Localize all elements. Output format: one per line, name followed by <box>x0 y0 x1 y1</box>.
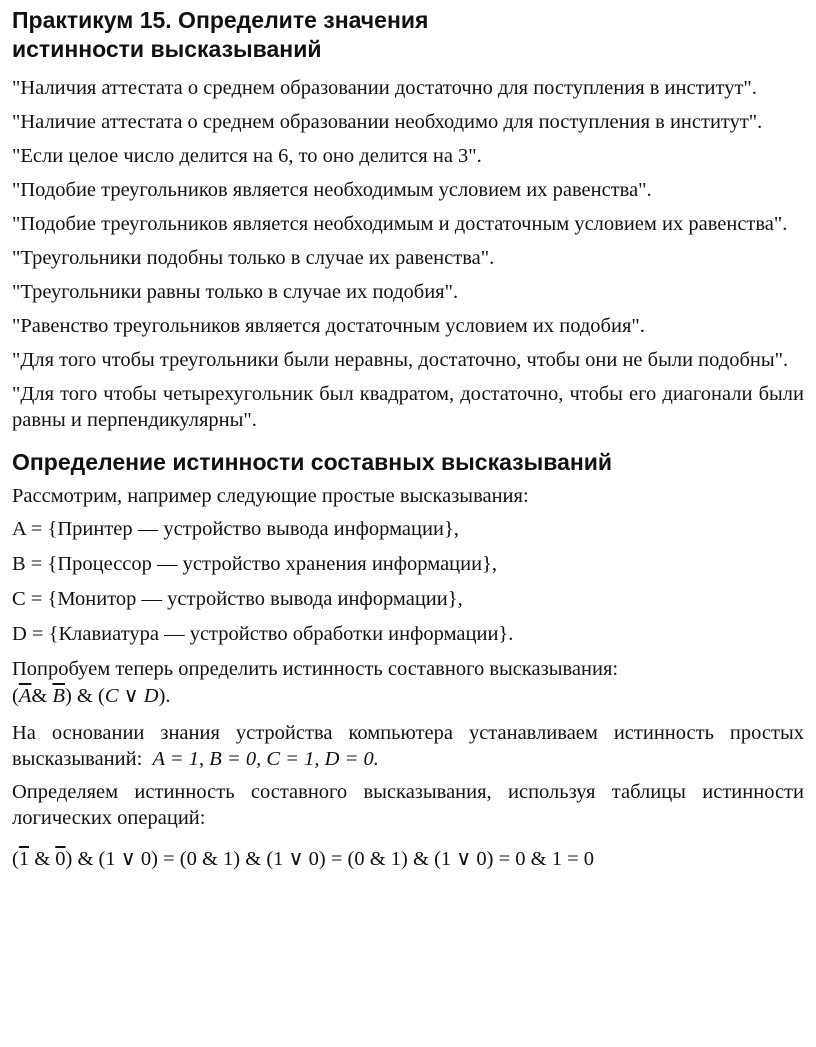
statement-10: "Для того чтобы четырехугольник был квадратом, достаточно, чтобы его диагонали были равны и перпендикулярны". <box>12 383 804 431</box>
formula-not-a: $\overline{A}$ <box>18 685 32 707</box>
result-not-zero: 0 <box>55 848 66 870</box>
result-and: & <box>34 848 51 870</box>
formula-d: D <box>143 685 159 707</box>
section-title: Определение истинности составных высказываний <box>12 449 613 475</box>
truth-values: A = 1, B = 0, C = 1, D = 0. <box>152 748 379 770</box>
formula-c: C <box>104 685 119 707</box>
statement-3: "Если целое число делится на 6, то оно делится на 3". <box>12 145 482 167</box>
formula-not-b: $\overline{B}$ <box>52 685 65 707</box>
basis-text: На основании знания устройства компьютера устанавливаем истинность простых высказываний: <box>12 722 804 770</box>
formula-middle: ) & ( <box>64 685 105 707</box>
definition-a: A = {Принтер — устройство вывода информации}, <box>12 518 459 540</box>
result-formula <box>12 845 804 873</box>
result-not-one: 1 <box>18 848 30 870</box>
statement-5: "Подобие треугольников является необходимым и достаточным условием их равенства". <box>12 213 788 235</box>
formula-close: ). <box>158 685 171 707</box>
formula-or: ∨ <box>123 685 139 707</box>
formula-and: & <box>31 685 48 707</box>
statement-list <box>12 75 804 433</box>
result-rest: ) & (1 ∨ 0) = (0 & 1) & (1 ∨ 0) = (0 & 1) & (1 ∨ 0) = 0 & 1 = 0 <box>65 848 595 870</box>
definition-list <box>12 516 804 647</box>
statement-1: "Наличия аттестата о среднем образовании достаточно для поступления в институт". <box>12 77 757 99</box>
statement-4: "Подобие треугольников является необходимым условием их равенства". <box>12 179 652 201</box>
compound-formula <box>12 682 804 710</box>
determine-text: Определяем истинность составного высказывания, используя таблицы истинности логических операций: <box>12 781 804 829</box>
title-line-1: Практикум 15. Определите значения <box>12 7 429 33</box>
statement-8: "Равенство треугольников является достаточным условием их подобия". <box>12 315 645 337</box>
statement-9: "Для того чтобы треугольники были неравны, достаточно, чтобы они не были подобны". <box>12 349 789 371</box>
definition-b: B = {Процессор — устройство хранения информации}, <box>12 553 498 575</box>
statement-6: "Треугольники подобны только в случае их равенства". <box>12 247 495 269</box>
intro-text: Рассмотрим, например следующие простые высказывания: <box>12 485 529 507</box>
try-text: Попробуем теперь определить истинность составного высказывания: <box>12 658 619 680</box>
formula-open: ( <box>12 685 19 707</box>
definition-d: D = {Клавиатура — устройство обработки информации}. <box>12 623 514 645</box>
statement-2: "Наличие аттестата о среднем образовании необходимо для поступления в институт". <box>12 111 763 133</box>
title-line-2: истинности высказываний <box>12 36 322 62</box>
basis-paragraph <box>12 720 804 772</box>
statement-7: "Треугольники равны только в случае их подобия". <box>12 281 459 303</box>
page-title <box>12 6 804 64</box>
definition-c: C = {Монитор — устройство вывода информации}, <box>12 588 463 610</box>
result-open: ( <box>12 848 19 870</box>
